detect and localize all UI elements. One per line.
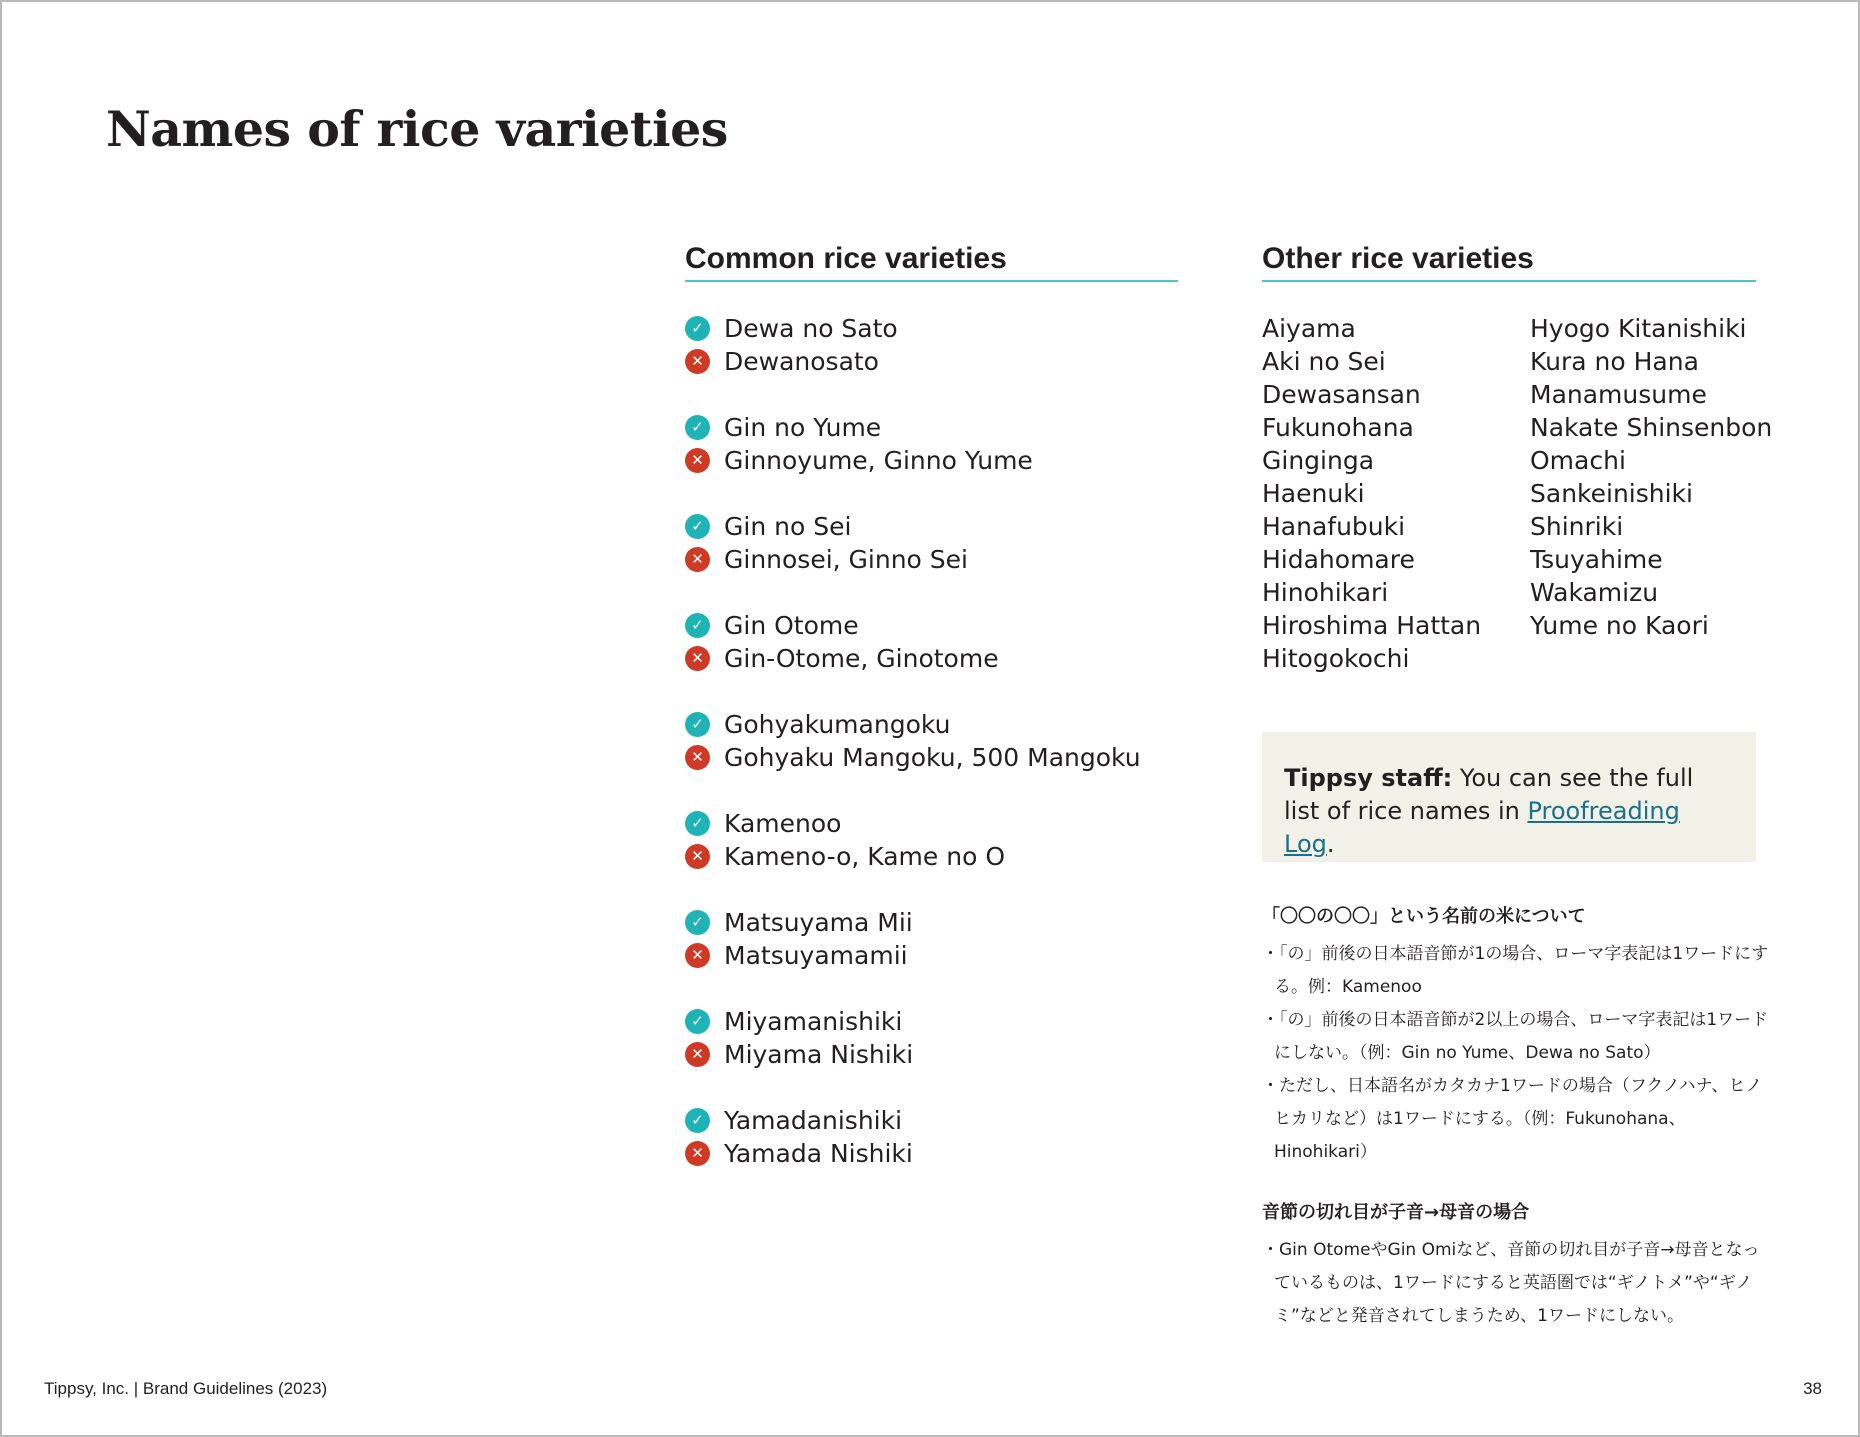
other-varieties-column-1 <box>1262 312 1481 675</box>
incorrect-name: Dewanosato <box>724 347 879 376</box>
incorrect-spelling-row <box>685 642 1185 675</box>
cross-icon: ✕ <box>685 844 710 869</box>
variety-name: Shinriki <box>1530 512 1624 541</box>
check-icon: ✓ <box>685 811 710 836</box>
jp-note-2-heading: 音節の切れ目が子音→母音の場合 <box>1262 1202 1530 1223</box>
variety-name: Aiyama <box>1262 314 1356 343</box>
variety-pair <box>685 708 1185 774</box>
correct-spelling-row <box>685 906 1185 939</box>
jp-note-1-heading: 「〇〇の〇〇」という名前の米について <box>1262 906 1586 927</box>
check-icon: ✓ <box>685 712 710 737</box>
variety-pair <box>685 1104 1185 1170</box>
correct-name: Kamenoo <box>724 809 842 838</box>
correct-spelling-row <box>685 1104 1185 1137</box>
variety-name: Omachi <box>1530 446 1626 475</box>
correct-spelling-row <box>685 807 1185 840</box>
variety-name: Hyogo Kitanishiki <box>1530 314 1747 343</box>
cross-icon: ✕ <box>685 349 710 374</box>
incorrect-name: Matsuyamamii <box>724 941 908 970</box>
correct-name: Gin no Sei <box>724 512 852 541</box>
jp-note-2-bullet: ・Gin OtomeやGin Omiなど、音節の切れ目が子音→母音となっているものは、1ワードにすると英語圏では“ギノトメ”や“ギノミ”などと発音されてしまうため、1ワードにしない。 <box>1262 1240 1760 1326</box>
cross-icon: ✕ <box>685 1042 710 1067</box>
jp-note-syllable-break <box>1262 1198 1772 1333</box>
incorrect-spelling-row <box>685 1137 1185 1170</box>
jp-note-no-names <box>1262 902 1772 1169</box>
callout-end: . <box>1326 830 1335 858</box>
variety-name: Kura no Hana <box>1530 347 1699 376</box>
variety-pair <box>685 807 1185 873</box>
correct-spelling-row <box>685 609 1185 642</box>
variety-pair <box>685 609 1185 675</box>
correct-name: Gin Otome <box>724 611 859 640</box>
correct-spelling-row <box>685 708 1185 741</box>
common-varieties-heading: Common rice varieties <box>685 242 1178 282</box>
cross-icon: ✕ <box>685 745 710 770</box>
jp-note-1-bullet: ・「の」前後の日本語音節が2以上の場合、ローマ字表記は1ワードにしない。（例：Gin no Yume、Dewa no Sato） <box>1262 1010 1769 1063</box>
cross-icon: ✕ <box>685 547 710 572</box>
correct-name: Miyamanishiki <box>724 1007 903 1036</box>
incorrect-spelling-row <box>685 741 1185 774</box>
variety-name: Sankeinishiki <box>1530 479 1693 508</box>
cross-icon: ✕ <box>685 943 710 968</box>
incorrect-name: Yamada Nishiki <box>724 1139 913 1168</box>
incorrect-spelling-row <box>685 345 1185 378</box>
correct-spelling-row <box>685 312 1185 345</box>
cross-icon: ✕ <box>685 1141 710 1166</box>
check-icon: ✓ <box>685 1009 710 1034</box>
variety-name: Dewasansan <box>1262 380 1421 409</box>
other-varieties-heading: Other rice varieties <box>1262 242 1756 282</box>
cross-icon: ✕ <box>685 646 710 671</box>
incorrect-name: Miyama Nishiki <box>724 1040 914 1069</box>
variety-name: Manamusume <box>1530 380 1707 409</box>
correct-spelling-row <box>685 411 1185 444</box>
variety-pair <box>685 510 1185 576</box>
incorrect-name: Ginnosei, Ginno Sei <box>724 545 968 574</box>
variety-name: Hitogokochi <box>1262 644 1410 673</box>
other-varieties-column-2 <box>1530 312 1772 642</box>
correct-name: Yamadanishiki <box>724 1106 903 1135</box>
incorrect-spelling-row <box>685 939 1185 972</box>
correct-spelling-row <box>685 1005 1185 1038</box>
page-number: 38 <box>1803 1379 1822 1398</box>
variety-pair <box>685 312 1185 378</box>
variety-pair <box>685 906 1185 972</box>
callout-label: Tippsy staff: <box>1284 764 1453 792</box>
check-icon: ✓ <box>685 1108 710 1133</box>
variety-name: Fukunohana <box>1262 413 1414 442</box>
jp-note-1-bullet: ・「の」前後の日本語音節が1の場合、ローマ字表記は1ワードにする。例：Kamenoo <box>1262 944 1769 997</box>
common-varieties-list <box>685 312 1185 1203</box>
correct-spelling-row <box>685 510 1185 543</box>
check-icon: ✓ <box>685 910 710 935</box>
variety-name: Wakamizu <box>1530 578 1659 607</box>
variety-name: Nakate Shinsenbon <box>1530 413 1773 442</box>
incorrect-name: Ginnoyume, Ginno Yume <box>724 446 1033 475</box>
callout-text: You can see the full list of rice names in <box>1284 764 1694 825</box>
staff-callout <box>1262 732 1756 862</box>
incorrect-spelling-row <box>685 444 1185 477</box>
footer-company: Tippsy, Inc. | Brand Guidelines (2023) <box>44 1379 328 1398</box>
variety-name: Aki no Sei <box>1262 347 1386 376</box>
check-icon: ✓ <box>685 415 710 440</box>
incorrect-spelling-row <box>685 1038 1185 1071</box>
check-icon: ✓ <box>685 514 710 539</box>
correct-name: Matsuyama Mii <box>724 908 913 937</box>
incorrect-spelling-row <box>685 840 1185 873</box>
variety-name: Tsuyahime <box>1530 545 1663 574</box>
variety-name: Haenuki <box>1262 479 1365 508</box>
variety-name: Hinohikari <box>1262 578 1389 607</box>
cross-icon: ✕ <box>685 448 710 473</box>
variety-name: Yume no Kaori <box>1530 611 1709 640</box>
check-icon: ✓ <box>685 316 710 341</box>
correct-name: Gin no Yume <box>724 413 882 442</box>
variety-name: Hanafubuki <box>1262 512 1406 541</box>
proofreading-log-link[interactable]: Proofreading Log <box>1284 797 1680 858</box>
correct-name: Dewa no Sato <box>724 314 898 343</box>
variety-pair <box>685 411 1185 477</box>
check-icon: ✓ <box>685 613 710 638</box>
variety-name: Hidahomare <box>1262 545 1415 574</box>
incorrect-name: Kameno-o, Kame no O <box>724 842 1006 871</box>
variety-pair <box>685 1005 1185 1071</box>
incorrect-name: Gin-Otome, Ginotome <box>724 644 999 673</box>
incorrect-spelling-row <box>685 543 1185 576</box>
correct-name: Gohyakumangoku <box>724 710 951 739</box>
jp-note-1-bullet: ・ただし、日本語名がカタカナ1ワードの場合（フクノハナ、ヒノヒカリなど）は1ワードにする。（例：Fukunohana、Hinohikari） <box>1262 1076 1763 1162</box>
page-title: Names of rice varieties <box>106 100 728 158</box>
variety-name: Ginginga <box>1262 446 1375 475</box>
incorrect-name: Gohyaku Mangoku, 500 Mangoku <box>724 743 1141 772</box>
variety-name: Hiroshima Hattan <box>1262 611 1482 640</box>
